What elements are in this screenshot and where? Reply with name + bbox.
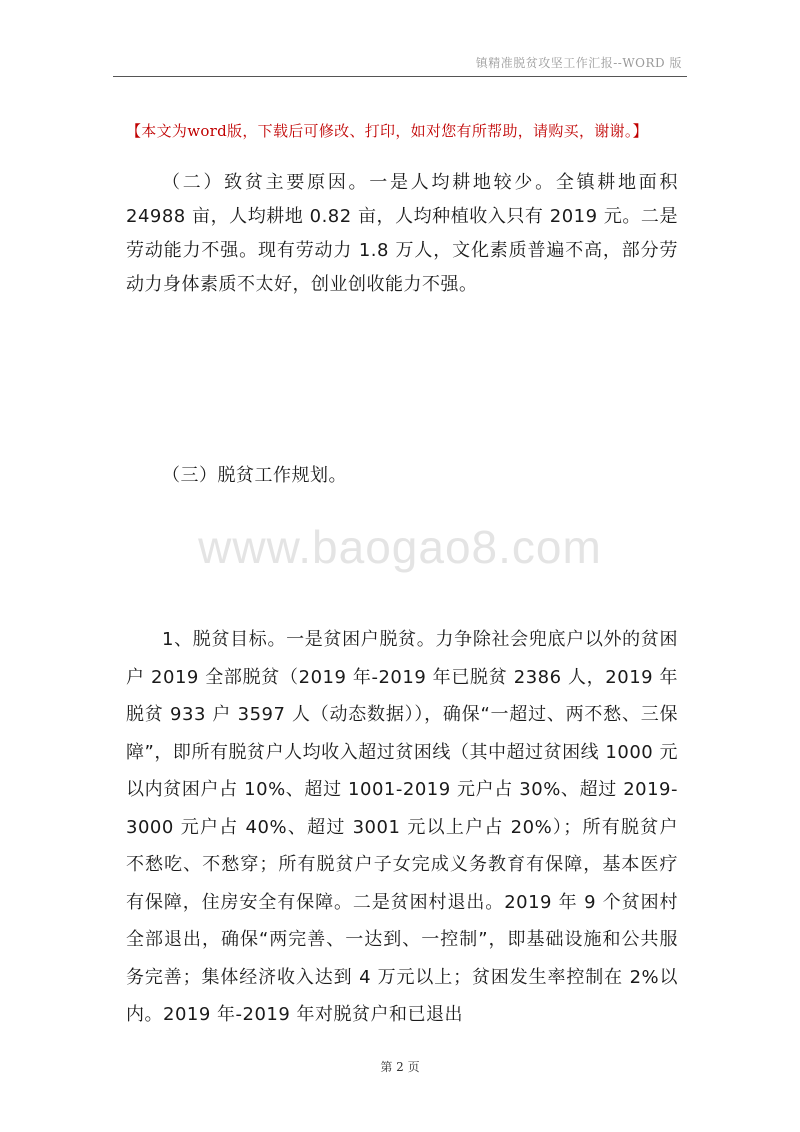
paragraph-poverty-causes: （二）致贫主要原因。一是人均耕地较少。全镇耕地面积 24988 亩，人均耕地 0.82 亩，人均种植收入只有 2019 元。二是劳动能力不强。现有劳动力 1.8 万人，文化素质普遍不高，部分劳动力身体素质不太好，创业创收能力不强。 (126, 172, 678, 295)
watermark: www.baogao8.com (198, 521, 602, 573)
header-divider (113, 76, 687, 77)
paragraph-plan-heading: （三）脱贫工作规划。 (162, 465, 347, 486)
page-number: 第 2 页 (380, 1060, 420, 1074)
running-header: 镇精准脱贫攻坚工作汇报--WORD 版 (475, 56, 682, 70)
download-notice: 【本文为word版，下载后可修改、打印，如对您有所帮助，请购买，谢谢。】 (126, 122, 648, 140)
paragraph-poverty-goals: 1、脱贫目标。一是贫困户脱贫。力争除社会兜底户以外的贫困户 2019 全部脱贫（2019 年-2019 年已脱贫 2386 人，2019 年脱贫 933 户 3597 人（动态数据）），确保“一超过、两不愁、三保障”，即所有脱贫户人均收入超过贫困线（其中超过贫困线 1000 元以内贫困户占 10%、超过 1001-2019 元户占 30%、超过 2019-3000 元户占 40%、超过 3001 元以上户占 20%）；所有脱贫户不愁吃、不愁穿；所有脱贫户子女完成义务教育有保障，基本医疗有保障，住房安全有保障。二是贫困村退出。2019 年 9 个贫困村全部退出，确保“两完善、一达到、一控制”，即基础设施和公共服务完善；集体经济收入达到 4 万元以上；贫困发生率控制在 2%以内。2019 年-2019 年对脱贫户和已退出 (126, 629, 678, 1025)
